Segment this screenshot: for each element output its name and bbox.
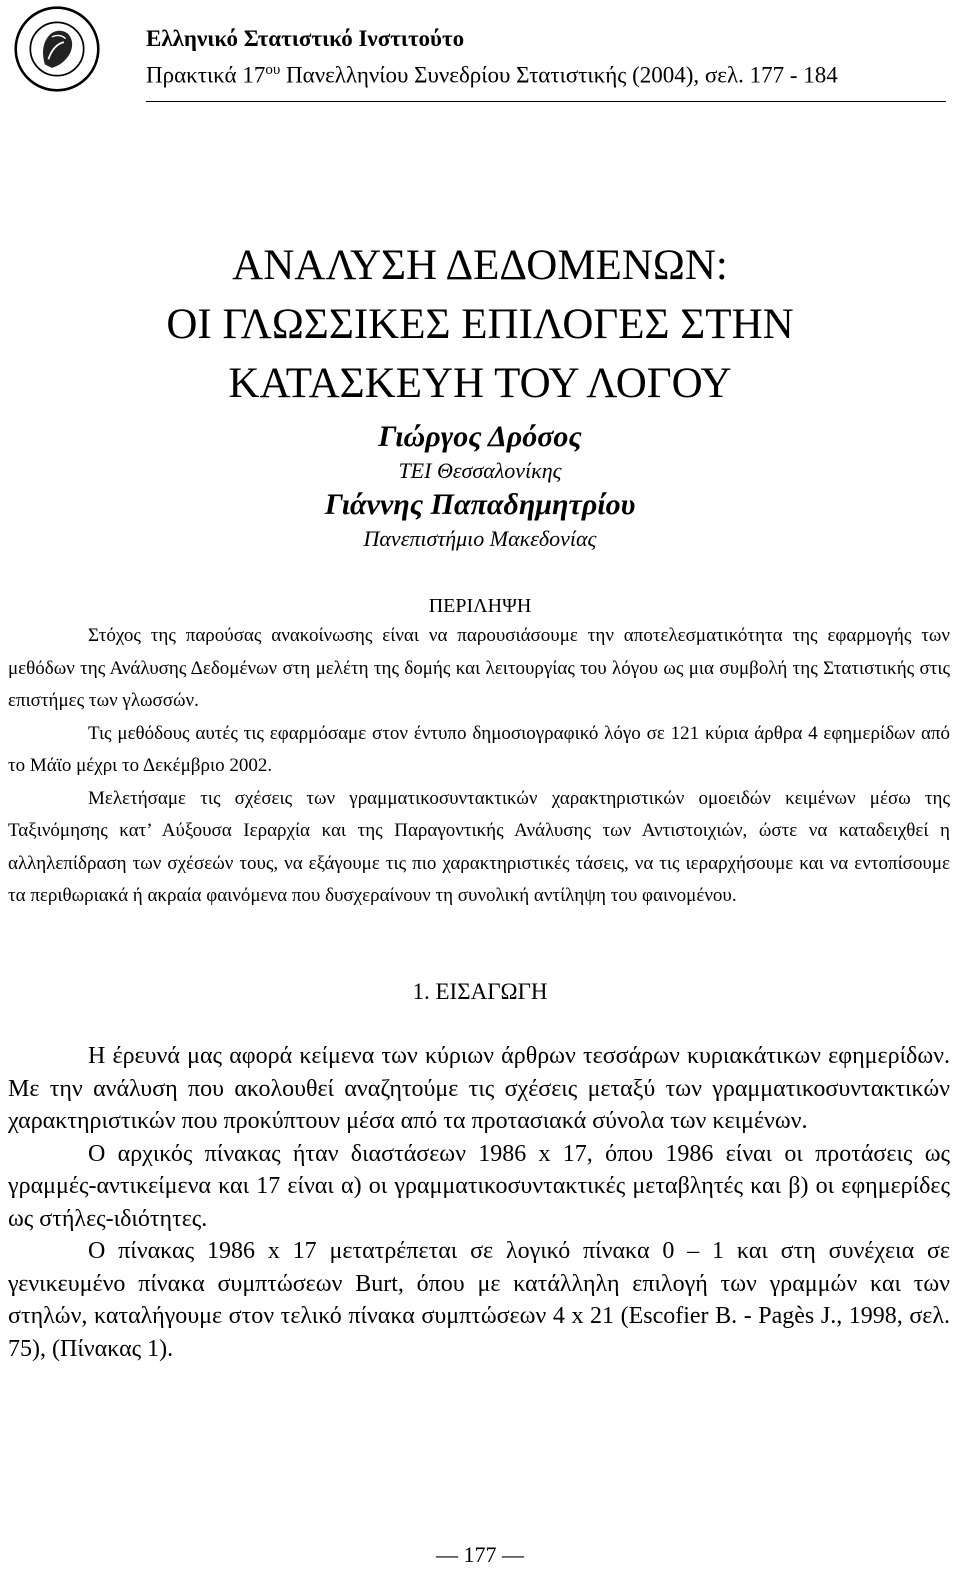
abstract-heading: ΠΕΡΙΛΗΨΗ [428, 595, 532, 617]
section-body [8, 1040, 950, 1365]
body-paragraph: Ο πίνακας 1986 x 17 μετατρέπεται σε λογικό πίνακα 0 – 1 και στη συνέχεια σε γενικευμένο πίνακα συμπτώσεων Burt, όπου με κατάλληλη επιλογή των γραμμών και των στηλών, καταλήγουμε στον τελικό πίνακα συμπτώσεων 4 x 21 (Escofier B. - Pagès J., 1998, σελ. 75), (Πίνακας 1). [8, 1238, 950, 1362]
proceedings-line: Πρακτικά $17^{o\upsilon}$ Πανελληνίου Συνεδρίου Στατιστικής (2004), σελ. 177 - 184 [146, 62, 838, 88]
author-affiliation: ΤΕΙ Θεσσαλονίκης [398, 458, 562, 483]
page-header [14, 6, 944, 102]
paper-title [0, 236, 960, 413]
institute-logo [14, 6, 100, 92]
abstract [8, 620, 950, 913]
author-name: Γιάννης Παπαδημητρίου [324, 488, 636, 521]
institute-name: Ελληνικό Στατιστικό Ινστιτούτο [146, 26, 465, 51]
title-line: ΟΙ ΓΛΩΣΣΙΚΕΣ ΕΠΙΛΟΓΕΣ ΣΤΗΝ [166, 301, 794, 348]
author-affiliation: Πανεπιστήμιο Μακεδονίας [363, 526, 597, 551]
page-number: — 177 — [436, 1542, 524, 1567]
author-name: Γιώργος Δρόσος [378, 420, 582, 453]
title-line: ΚΑΤΑΣΚΕΥΗ ΤΟΥ ΛΟΓΟΥ [228, 360, 732, 407]
abstract-paragraph: Στόχος της παρούσας ανακοίνωσης είναι να παρουσιάσουμε την αποτελεσματικότητα της εφαρμογής των μεθόδων της Ανάλυσης Δεδομένων στη μελέτη της δομής και λειτουργίας του λόγου ως μια συμβολή της Στατιστικής στις επιστήμες των γλωσσών. [8, 625, 950, 711]
abstract-paragraph: Τις μεθόδους αυτές τις εφαρμόσαμε στον έντυπο δημοσιογραφικό λόγο σε 121 κύρια άρθρα 4 εφημερίδων από το Μάϊο μέχρι το Δεκέμβριο 2002. [8, 722, 950, 776]
title-line: ΑΝΑΛΥΣΗ ΔΕΔΟΜΕΝΩΝ: [232, 242, 728, 289]
section-heading: 1. ΕΙΣΑΓΩΓΗ [412, 979, 548, 1004]
body-paragraph: Η έρευνά μας αφορά κείμενα των κύριων άρθρων τεσσάρων κυριακάτικων εφημερίδων. Με την ανάλυση που ακολουθεί αναζητούμε τις σχέσεις μεταξύ των γραμματικοσυντακτικών χαρακτηριστικών που προκύπτουν μέσα από τα προτασιακά σύνολα των κειμένων. [8, 1043, 950, 1134]
abstract-paragraph: Μελετήσαμε τις σχέσεις των γραμματικοσυντακτικών χαρακτηριστικών ομοειδών κειμένων μέσω της Ταξινόμησης κατ’ Αύξουσα Ιεραρχία και της Παραγοντικής Ανάλυσης των Αντιστοιχιών, ώστε να καταδειχθεί η αλληλεπίδραση των σχέσεών τους, να εξάγουμε τις πιο χαρακτηριστικές τάσεις, να τις ιεραρχήσουμε και να εντοπίσουμε τα περιθωριακά ή ακραία φαινόμενα που δυσχεραίνουν τη συνολική αντίληψη του φαινομένου. [8, 787, 950, 906]
author-block [0, 420, 960, 556]
body-paragraph: Ο αρχικός πίνακας ήταν διαστάσεων 1986 x 17, όπου 1986 είναι οι προτάσεις ως γραμμές-αντικείμενα και 17 είναι α) οι γραμματικοσυντακτικές μεταβλητές και β) οι εφημερίδες ως στήλες-ιδιότητες. [8, 1140, 950, 1232]
header-rule [146, 101, 946, 102]
